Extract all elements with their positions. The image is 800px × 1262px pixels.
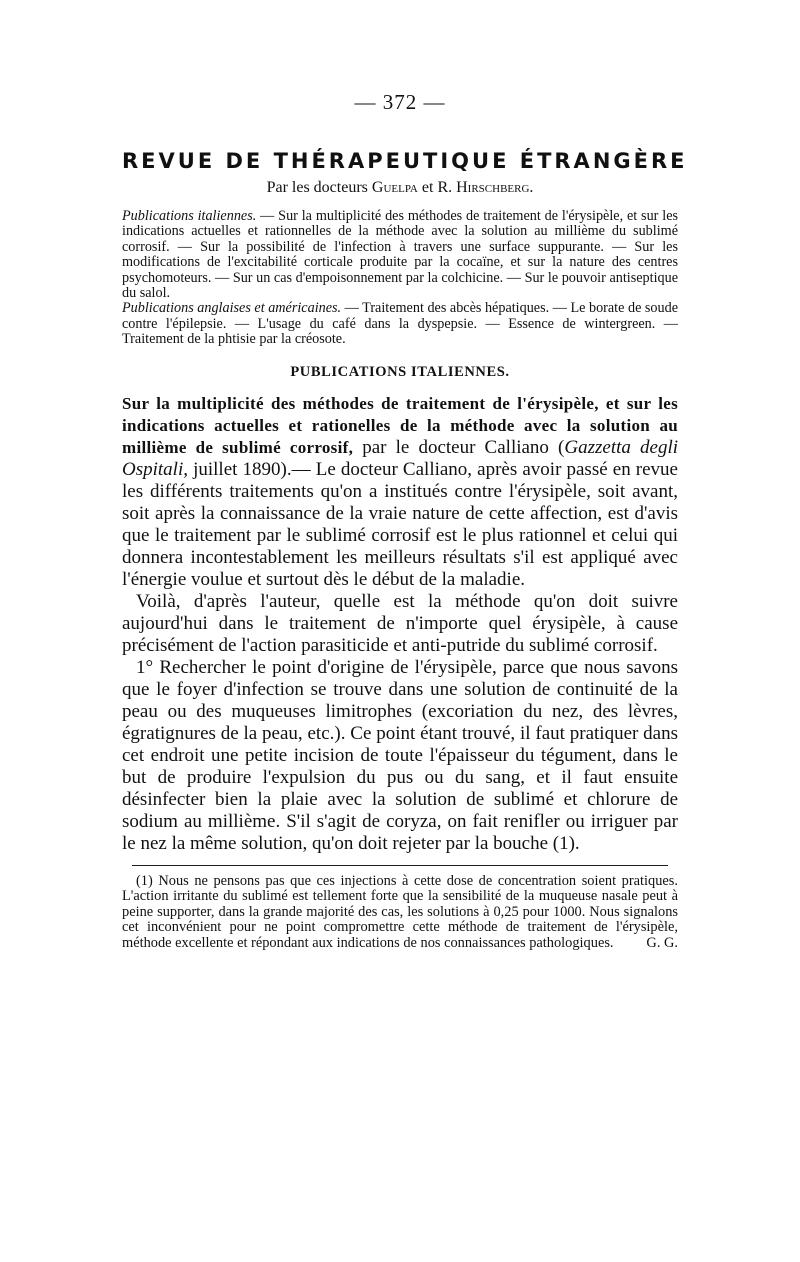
article-byline-end: juillet 1890).— Le docteur Calliano, après avoir passé en revue les différents traitements qu'on a institués contre l'érysipèle, soit avant, soit après la connaissance de la vraie nature de cette affection, est d'avis que le traitement par le sublimé corrosif est le plus rationnel et celui qui donnera incontestablement les meilleurs résultats s'il est appliqué avec l'énergie voulue et surtout dès le début de la maladie. xyxy=(122,458,678,590)
footnote-divider xyxy=(132,865,668,866)
article-title: REVUE DE THÉRAPEUTIQUE ÉTRANGÈRE xyxy=(122,149,688,173)
authors-line xyxy=(122,179,678,197)
summary-english xyxy=(122,301,678,347)
page-number: — 372 — xyxy=(354,90,446,114)
page xyxy=(122,80,688,952)
article-lead-title: Sur la multiplicité des méthodes de traitement de l'érysipèle, et sur les indications actuelles et rationelles de la méthode avec la solution au millième de sublimé corrosif, xyxy=(122,393,678,457)
article-paragraph-2: Voilà, d'après l'auteur, quelle est la méthode qu'on doit suivre aujourd'hui dans le traitement de n'importe quel érysipèle, à cause précisément de l'action parasiticide et anti-putride du sublimé corrosif. xyxy=(122,590,678,656)
summary-block xyxy=(122,209,678,348)
author-hirschberg: Hirschberg. xyxy=(456,179,534,196)
summary-english-text: — Traitement des abcès hépatiques. — Le borate de soude contre l'épilepsie. — L'usage du café dans la dyspepsie. — Essence de wintergreen. — Traitement de la phtisie par la créosote. xyxy=(122,300,679,348)
footnote-signature: G. G. xyxy=(646,935,678,952)
authors-prefix: Par les docteurs xyxy=(266,179,368,196)
authors-conjunction: et R. xyxy=(421,179,453,196)
section-heading: PUBLICATIONS ITALIENNES. xyxy=(290,363,510,380)
footnote xyxy=(122,874,678,952)
summary-italian-text: — Sur la multiplicité des méthodes de traitement de l'érysipèle, et sur les indications actuelles et rationnelles de la méthode avec la solution au millième du sublimé corrosif. — Sur la possibilité de l'infection à travers une surface suppurante. — Sur les modifications de l'excitabilité corticale produite par la cocaïne, et sur la nature des centres psychomoteurs. — Sur un cas d'empoisonnement par la colchicine. — Sur le pouvoir antiseptique du salol. xyxy=(122,208,679,302)
summary-italian-label: Publications italiennes. xyxy=(122,208,257,224)
article-paragraph-3: 1° Rechercher le point d'origine de l'érysipèle, parce que nous savons que le foyer d'infection se trouve dans une solution de continuité de la peau ou des muqueuses limitrophes (excoriation du nez, des lèvres, égratignures de la peau, etc.). Ce point étant trouvé, il faut pratiquer dans cet endroit une petite incision de toute l'épaisseur du tégument, dans le but de produire l'expulsion du pus ou du sang, et il faut ensuite désinfecter bien la plaie avec la solution de sublimé et chlorure de sodium au millième. S'il s'agit de coryza, on fait renifler ou irriguer par le nez la même solution, qu'on doit rejeter par la bouche (1). xyxy=(122,656,678,854)
summary-italian xyxy=(122,209,678,301)
article-byline-start: par le docteur Calliano ( xyxy=(362,436,565,458)
summary-english-label: Publications anglaises et américaines. xyxy=(122,300,342,317)
article-body xyxy=(122,393,678,855)
journal-name: Gazzetta degli Ospitali, xyxy=(122,436,679,480)
footnote-text: (1) Nous ne pensons pas que ces injections à cette dose de concentration soient pratiques. L'action irritante du sublimé est tellement forte que la sensibilité de la muqueuse nasale peut à peine supporter, dans la grande majorité des cas, les solutions à 0,25 pour 1000. Nous signalons cet inconvénient pour ne point compromettre cette méthode de traitement de l'érysipèle, méthode excellente et répondant aux indications de nos connaissances pathologiques. xyxy=(122,872,678,952)
author-guelpa: Guelpa xyxy=(371,179,418,196)
article-paragraph-1 xyxy=(122,393,678,591)
